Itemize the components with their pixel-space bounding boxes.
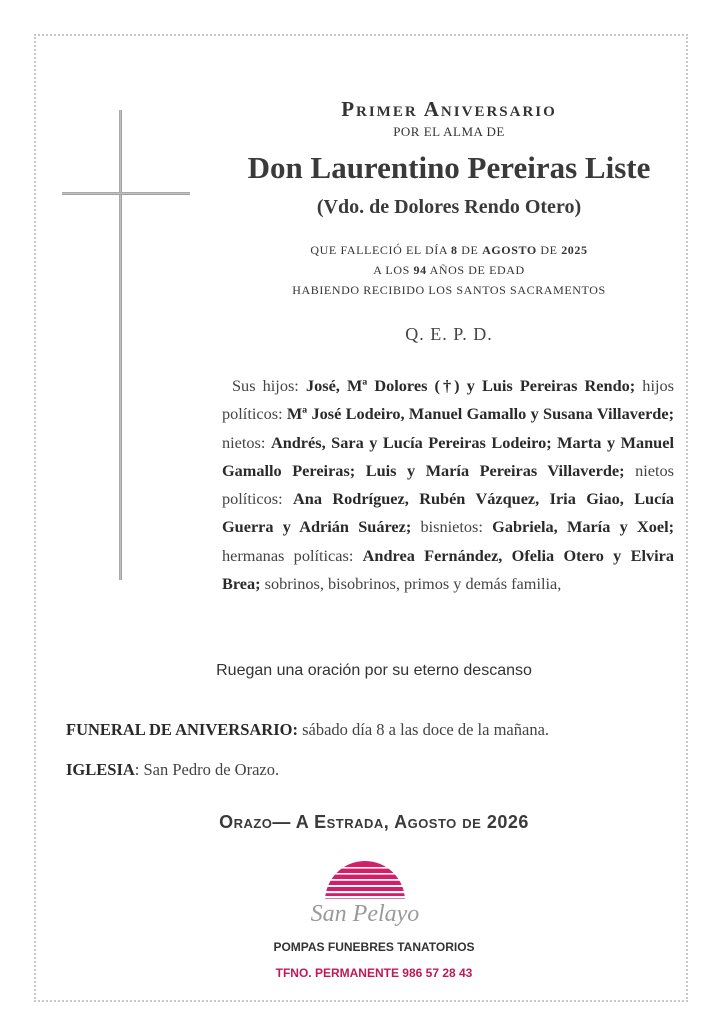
prayer-request: Ruegan una oración por su eterno descanso xyxy=(216,662,532,679)
deceased-name: Don Laurentino Pereiras Liste xyxy=(247,150,651,185)
phone-number: TFNO. PERMANENTE 986 57 28 43 xyxy=(275,966,473,980)
subheading: POR EL ALMA DE xyxy=(393,124,505,139)
logo-wordmark: San Pelayo xyxy=(310,901,420,927)
death-date-line: QUE FALLECIÓ EL DÍA 8 DE AGOSTO DE 2025 xyxy=(310,243,588,257)
place-date: Orazo— A Estrada, Agosto de 2026 xyxy=(219,812,529,832)
funeral-info: FUNERAL DE ANIVERSARIO: sábado día 8 a las doce de la mañana. xyxy=(66,720,550,739)
funeral-home-logo xyxy=(290,855,440,935)
family-paragraph: Sus hijos: José, Mª Dolores (†) y Luis Pereiras Rendo; hijos políticos: Mª José Lodeiro, Manuel Gamallo y Susana Villaverde; nietos: Andrés, Sara y Lucía Pereiras Lodeiro; Marta y Manuel Gamallo Pereiras; Luis y María Pereiras Villaverde; nietos políticos: Ana Rodríguez, Rubén Vázquez, Iria Giao, Lucía Guerra y Adrián Suárez; bisnietos: Gabriela, María y Xoel; hermanas políticas: Andrea Fernández, Ofelia Otero y Elvira Brea; sobrinos, bisobrinos, primos y demás familia, xyxy=(222,376,675,594)
widower-note: (Vdo. de Dolores Rendo Otero) xyxy=(316,196,582,218)
church-info: IGLESIA: San Pedro de Orazo. xyxy=(66,760,280,779)
heading: Primer Aniversario xyxy=(341,97,557,121)
company-name: POMPAS FUNEBRES TANATORIOS xyxy=(273,940,475,954)
qepd: Q. E. P. D. xyxy=(405,324,493,344)
sacraments-line: HABIENDO RECIBIDO LOS SANTOS SACRAMENTOS xyxy=(292,283,606,297)
age-line: A LOS 94 AÑOS DE EDAD xyxy=(373,263,525,277)
cross-icon-bar xyxy=(62,192,190,195)
cross-icon xyxy=(119,110,122,580)
